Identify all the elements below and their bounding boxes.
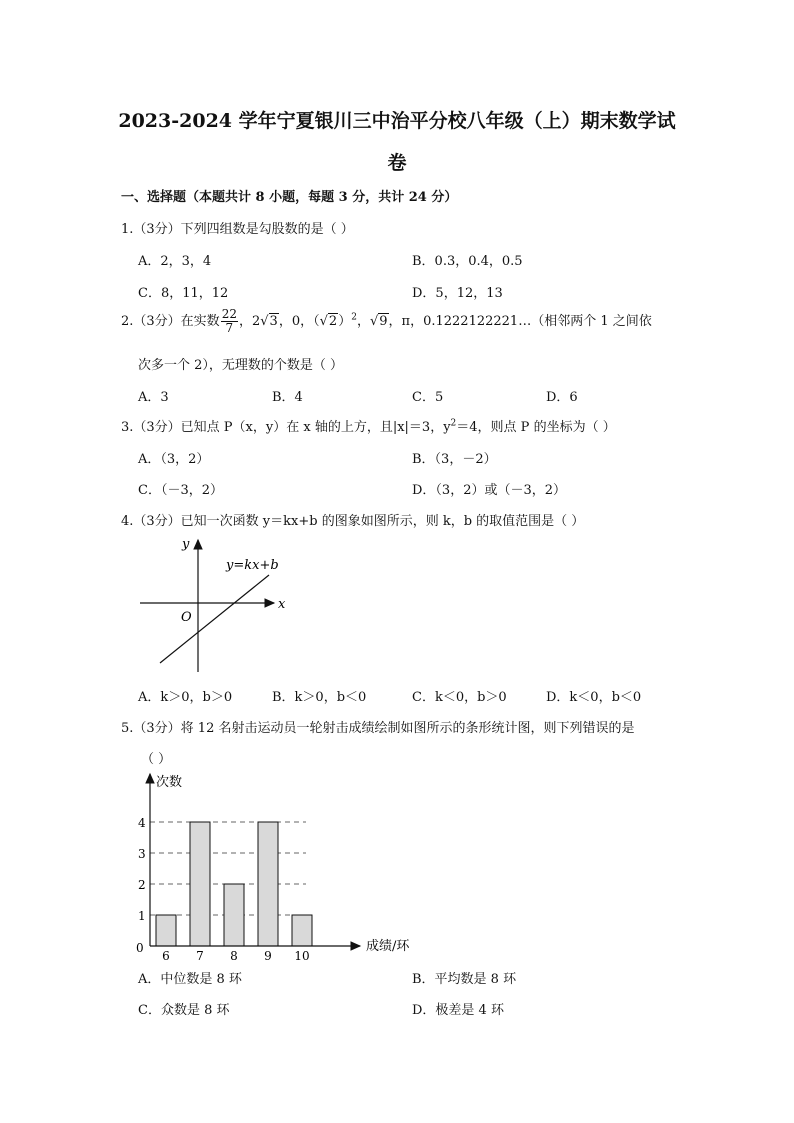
exam-title-line-1: 2023-2024 学年宁夏银川三中治平分校八年级（上）期末数学试: [118, 110, 676, 132]
q1-option-b: B．0.3，0.4，0.5: [412, 254, 523, 269]
bar-8: [224, 884, 244, 946]
function-label: y=kx+b: [226, 558, 279, 573]
q2-frac-num: 22: [221, 307, 237, 321]
bar-6: [156, 915, 176, 946]
q4-stem: 4.（3分）已知一次函数 y＝kx+b 的图象如图所示，则 k，b 的取值范围是（ ）: [121, 514, 585, 529]
q3-option-d: D．（3，2）或（－3，2）: [412, 483, 567, 498]
q3-option-a: A．（3，2）: [138, 452, 210, 467]
q1-option-a: A．2，3，4: [138, 254, 212, 269]
q2-stem-line-2: 次多一个 2），无理数的个数是（ ）: [138, 358, 344, 373]
x-tick-label: 10: [294, 949, 310, 963]
q2-sep4: ，: [356, 314, 370, 329]
q4-option-b: B．k＞0，b＜0: [272, 690, 367, 705]
q4-option-d: D．k＜0，b＜0: [546, 690, 642, 705]
q2-frac-den: 7: [225, 321, 234, 335]
x-tick-label: 6: [162, 949, 170, 963]
y-tick-label: 3: [138, 847, 146, 861]
origin-label: O: [181, 610, 192, 625]
q2-sep2: ，0，（: [278, 314, 320, 329]
q3-stem-b: ＝4，则点 P 的坐标为（ ）: [456, 420, 616, 435]
q3-square: 2: [450, 418, 457, 429]
y-axis-label: y: [182, 537, 190, 552]
x-tick-label: 8: [230, 949, 238, 963]
q5-option-c: C．众数是 8 环: [138, 1003, 230, 1018]
function-line: [160, 575, 269, 663]
q1-option-d: D．5，12，13: [412, 286, 503, 301]
sqrt-icon: √: [369, 314, 379, 329]
y-tick-label: 2: [138, 878, 146, 892]
q2-sep3: ）: [338, 314, 352, 329]
q2-fraction: [221, 308, 238, 335]
q4-linear-function-graph: [130, 532, 310, 677]
q2-tail: ，π，0.1222122221…（相邻两个 1 之间依: [388, 314, 652, 329]
exam-title-line-2: 卷: [387, 152, 407, 174]
x-axis-label: x: [278, 597, 286, 612]
q3-option-c: C．（－3，2）: [138, 483, 223, 498]
q4-option-a: A．k＞0，b＞0: [138, 690, 233, 705]
y-tick-label: 0: [136, 941, 144, 955]
q4-option-c: C．k＜0，b＞0: [412, 690, 507, 705]
chart-y-label: 次数: [156, 775, 183, 790]
q3-stem-a: 3.（3分）已知点 P（x，y）在 x 轴的上方，且|x|＝3，y: [121, 420, 451, 435]
q2-rad1: 3: [269, 314, 278, 329]
q5-stem: 5.（3分）将 12 名射击运动员一轮射击成绩绘制如图所示的条形统计图，则下列错误的是: [121, 721, 635, 736]
q5-option-a: A．中位数是 8 环: [138, 972, 242, 987]
q2-option-a: A．3: [138, 390, 169, 405]
q2-rad3: 9: [379, 314, 388, 329]
sqrt-icon: √: [319, 314, 328, 329]
y-tick-label: 1: [138, 909, 146, 923]
q3-stem: [121, 416, 616, 435]
q3-option-b: B．（3，－2）: [412, 452, 497, 467]
x-tick-label: 7: [196, 949, 204, 963]
bar-7: [190, 822, 210, 946]
q5-answer-paren: （ ）: [141, 752, 172, 767]
q2-square: 2: [351, 312, 357, 323]
q5-option-b: B．平均数是 8 环: [412, 972, 517, 987]
q2-sep1: ，2: [238, 314, 261, 329]
q1-stem: 1.（3分）下列四组数是勾股数的是（ ）: [121, 222, 354, 237]
q2-option-d: D．6: [546, 390, 578, 405]
q2-option-b: B．4: [272, 390, 303, 405]
y-tick-label: 4: [138, 816, 146, 830]
q1-option-c: C．8，11，12: [138, 286, 229, 301]
q2-prefix: 2.（3分）在实数: [121, 314, 220, 329]
chart-x-label: 成绩/环: [366, 939, 410, 954]
x-tick-label: 9: [264, 949, 272, 963]
q2-rad2: 2: [328, 314, 338, 329]
sqrt-icon: √: [260, 314, 269, 329]
bar-9: [258, 822, 278, 946]
q5-bar-chart: [128, 768, 428, 964]
q2-stem: [121, 308, 652, 335]
q2-option-c: C．5: [412, 390, 444, 405]
bar-10: [292, 915, 312, 946]
q5-option-d: D．极差是 4 环: [412, 1003, 504, 1018]
section-heading: 一、选择题（本题共计 8 小题，每题 3 分，共计 24 分）: [121, 190, 458, 205]
